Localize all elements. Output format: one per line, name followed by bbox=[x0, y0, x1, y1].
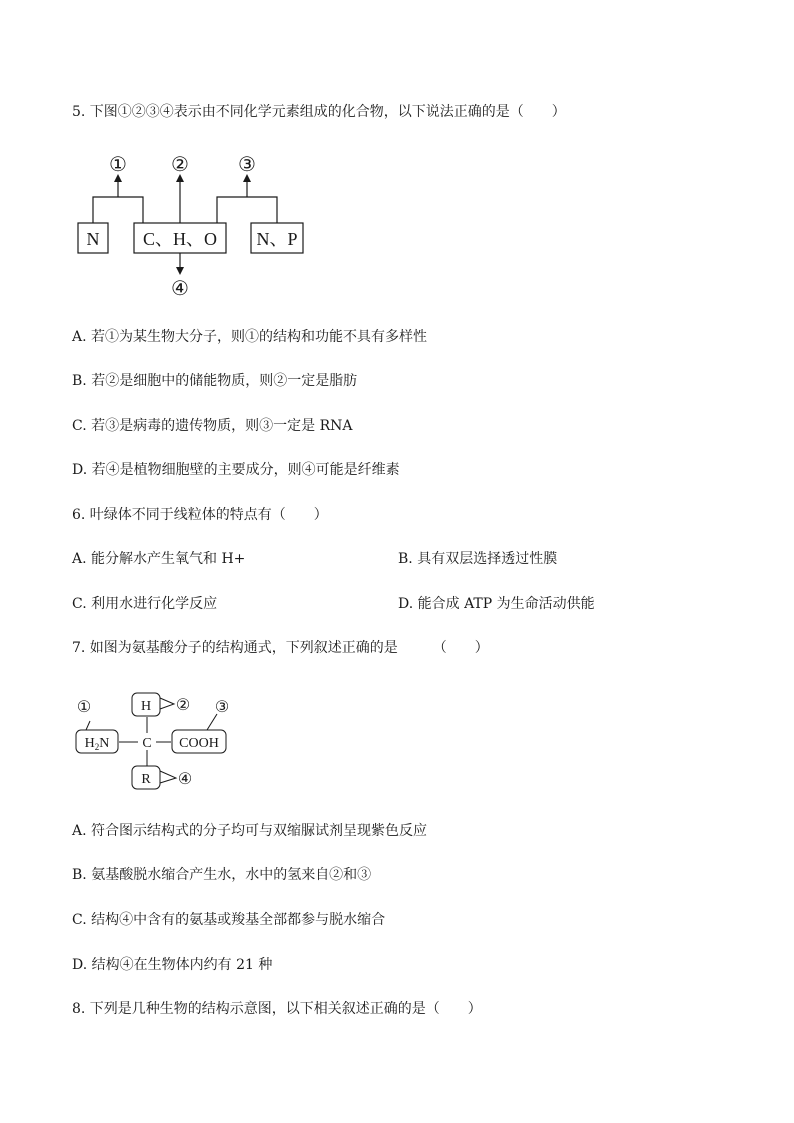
q7-label-cooh: COOH bbox=[179, 736, 219, 751]
q7-stem: 7. 如图为氨基酸分子的结构通式，下列叙述正确的是 （ ） bbox=[72, 640, 489, 656]
q5-diagram bbox=[72, 150, 312, 300]
q5-circle-1: ① bbox=[109, 154, 127, 176]
svg-text:H2N bbox=[85, 736, 110, 752]
q6-option-a: A. 能分解水产生氧气和 H+ bbox=[72, 551, 246, 567]
q7-option-c: C. 结构④中含有的氨基或羧基全部都参与脱水缩合 bbox=[72, 912, 386, 928]
q7-circle-1: ① bbox=[76, 699, 92, 716]
q5-option-a: A. 若①为某生物大分子，则①的结构和功能不具有多样性 bbox=[72, 329, 428, 345]
q7-h2n-h: H bbox=[84, 736, 95, 751]
q6-option-d: D. 能合成 ATP 为生命活动供能 bbox=[398, 596, 595, 612]
q7-option-d: D. 结构④在生物体内约有 21 种 bbox=[72, 957, 273, 973]
q7-circle-4: ④ bbox=[177, 771, 193, 788]
q5-label-cho: C、H、O bbox=[142, 229, 218, 249]
q5-option-b: B. 若②是细胞中的储能物质，则②一定是脂肪 bbox=[72, 373, 358, 389]
q5-option-d: D. 若④是植物细胞壁的主要成分，则④可能是纤维素 bbox=[72, 462, 400, 478]
q5-option-c: C. 若③是病毒的遗传物质，则③一定是 RNA bbox=[72, 418, 353, 434]
q5-circle-3: ③ bbox=[238, 154, 256, 176]
q5-label-np: N、P bbox=[256, 229, 298, 249]
q7-diagram bbox=[72, 690, 242, 800]
q5-label-n: N bbox=[86, 229, 100, 249]
q7-circle-2: ② bbox=[175, 697, 191, 714]
q5-circle-4: ④ bbox=[171, 278, 189, 300]
q6-stem: 6. 叶绿体不同于线粒体的特点有（ ） bbox=[72, 507, 328, 523]
q7-option-a: A. 符合图示结构式的分子均可与双缩脲试剂呈现紫色反应 bbox=[72, 823, 428, 839]
q7-label-c: C bbox=[142, 736, 152, 751]
q6-option-c: C. 利用水进行化学反应 bbox=[72, 596, 218, 612]
q6-option-b: B. 具有双层选择透过性膜 bbox=[398, 551, 558, 567]
q7-circle-3: ③ bbox=[214, 699, 230, 716]
q7-label-r: R bbox=[141, 772, 151, 787]
q8-stem: 8. 下列是几种生物的结构示意图，以下相关叙述正确的是（ ） bbox=[72, 1001, 482, 1017]
q7-option-b: B. 氨基酸脱水缩合产生水，水中的氢来自②和③ bbox=[72, 867, 372, 883]
q7-h2n-n: N bbox=[99, 736, 110, 751]
q5-stem: 5. 下图①②③④表示由不同化学元素组成的化合物，以下说法正确的是（ ） bbox=[72, 104, 566, 120]
q5-circle-2: ② bbox=[171, 154, 189, 176]
q7-label-h: H bbox=[140, 699, 152, 714]
q7-h2n-subscript: 2 bbox=[94, 742, 100, 752]
